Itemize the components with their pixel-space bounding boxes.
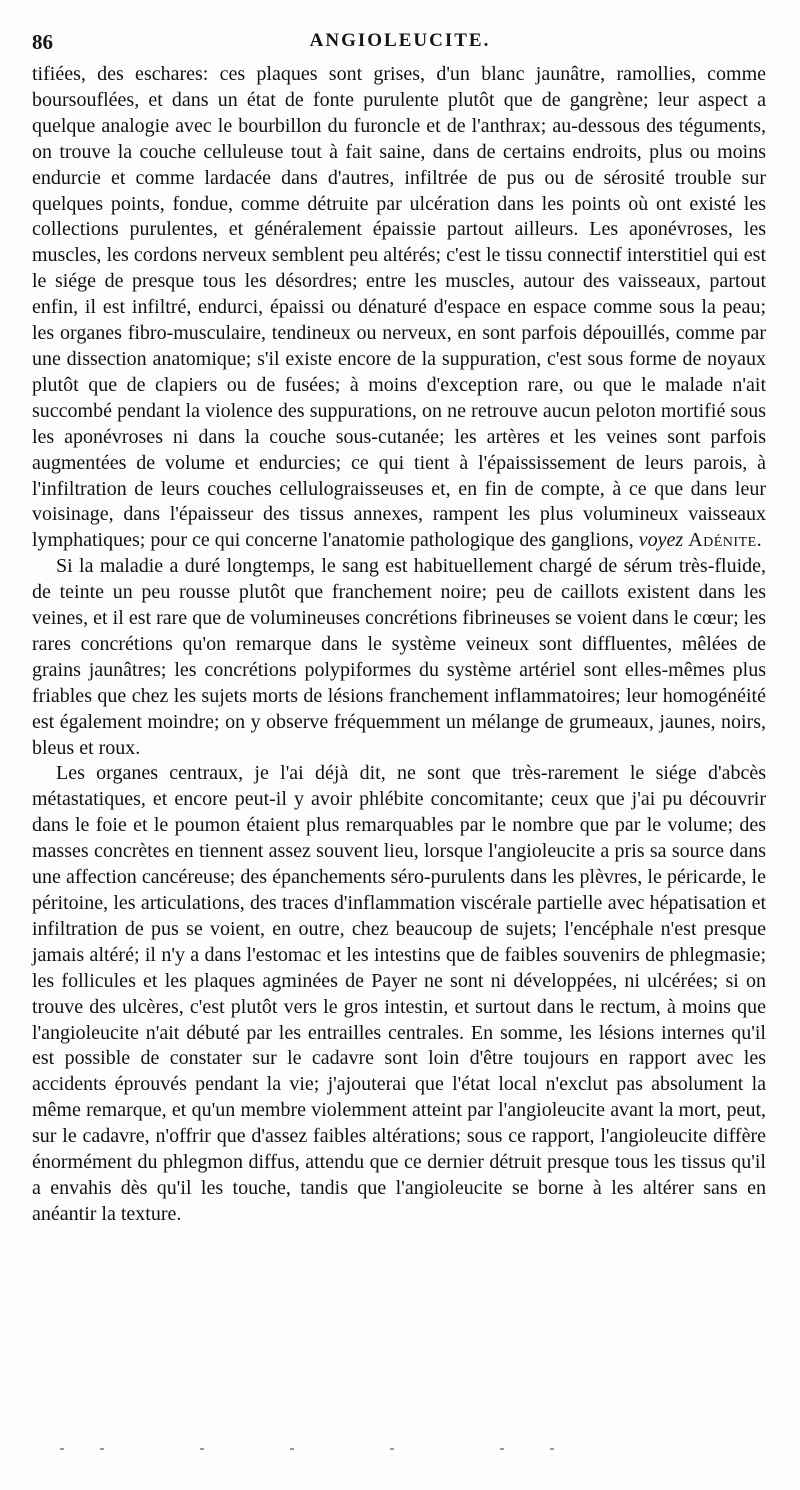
paragraph-2: Si la maladie a duré longtemps, le sang est habituellement chargé de sérum très-fluide, de teinte un peu rousse plutôt que franchement noire; peu de caillots existent dans les veines, et il est rare que de volumineuses concrétions fibrineuses se voient dans le cœur; les rares concrétions qu'on remarque dans le système veineux sont diffluentes, mêlées de grains jaunâtres; les concrétions polypiformes du système artériel sont elles-mêmes plus friables que chez les sujets morts de lésions franchement inflammatoires; leur homogénéité est également moindre; on y observe fréquemment un mélange de grumeaux, jaunes, noirs, bleus et roux. [32,555,766,759]
scan-speck [550,1448,554,1450]
cross-reference-adenite: Adénite. [688,529,763,552]
scan-speck [390,1448,394,1450]
page-number: 86 [32,30,53,54]
body-text [32,62,766,1228]
running-header [30,30,770,60]
scan-artifacts [60,1448,620,1458]
running-title: ANGIOLEUCITE. [309,30,491,51]
scan-speck [60,1448,64,1450]
scan-speck [500,1448,504,1450]
paragraph-1 [32,62,766,554]
scan-speck [290,1448,294,1450]
voyez-italic: voyez [638,529,684,552]
scan-speck [200,1448,204,1450]
paragraph-3: Les organes centraux, je l'ai déjà dit, ne sont que très-rarement le siége d'abcès métastatiques, et encore peut-il y avoir phlébite concomitante; ceux que j'ai pu découvrir dans le foie et le poumon étaient plus remarquables par le nombre que par le volume; des masses concrètes en tiennent assez souvent lieu, lorsque l'angioleucite a pris sa source dans une affection cancéreuse; des épanchements séro-purulents dans les plèvres, le péricarde, le péritoine, les articulations, des traces d'inflammation viscérale partielle avec hépatisation et infiltration de pus se voient, en outre, chez beaucoup de sujets; l'encéphale n'est presque jamais altéré; il n'y a dans l'estomac et les intestins que de faibles souvenirs de phlegmasie; les follicules et les plaques agminées de Payer ne sont ni développées, ni ulcérées; si on trouve des ulcères, c'est plutôt vers le gros intestin, et surtout dans le rectum, à moins que l'angioleucite n'ait débuté par les entrailles centrales. En somme, les lésions internes qu'il est possible de constater sur le cadavre sont loin d'être toujours en rapport avec les accidents éprouvés pendant la vie; j'ajouterai que l'état local n'exclut pas absolument la même remarque, et qu'un membre violemment atteint par l'angioleucite avant la mort, peut, sur le cadavre, n'offrir que d'assez faibles altérations; sous ce rapport, l'angioleucite diffère énormément du phlegmon diffus, attendu que ce dernier détruit presque tous les tissus qu'il a envahis dès qu'il les touche, tandis que l'angioleucite se borne à les altérer sans en anéantir la texture. [32,762,766,1225]
paragraph-1-text: tifiées, des eschares: ces plaques sont grises, d'un blanc jaunâtre, ramollies, comme boursouflées, et dans un état de fonte purulente plutôt que de gangrène; leur aspect a quelque analogie avec le bourbillon du furoncle et de l'anthrax; au-dessous des téguments, on trouve la couche celluleuse tout à fait saine, dans de certains endroits, plus ou moins endurcie et comme lardacée dans d'autres, infiltrée de pus ou de sérosité trouble sur quelques points, fondue, comme détruite par ulcération dans les points où ont existé les collections purulentes, et généralement épaissie partout ailleurs. Les aponévroses, les muscles, les cordons nerveux semblent peu altérés; c'est le tissu connectif interstitiel qui est le siége de presque tous les désordres; entre les muscles, autour des vaisseaux, partout enfin, il est infiltré, endurci, épaissi ou dénaturé d'espace en espace comme sous la peau; les organes fibro-musculaire, tendineux ou nerveux, en sont parfois dépouillés, comme par une dissection anatomique; s'il existe encore de la suppuration, c'est sous forme de noyaux plutôt que de clapiers ou de fusées; à moins d'exception rare, ou que le malade n'ait succombé pendant la violence des suppurations, on ne retrouve aucun peloton mortifié sous les aponévroses ni dans la couche sous-cutanée; les artères et les veines sont parfois augmentées de volume et endurcies; ce qui tient à l'épaississement de leurs parois, à l'infiltration de leurs couches cellulograisseuses et, en fin de compte, à ce que dans leur voisinage, dans l'épaisseur des tissus annexes, rampent les plus volumineux vaisseaux lymphatiques; pour ce qui concerne l'anatomie pathologique des ganglions, [32,63,766,552]
scan-speck [100,1448,104,1450]
